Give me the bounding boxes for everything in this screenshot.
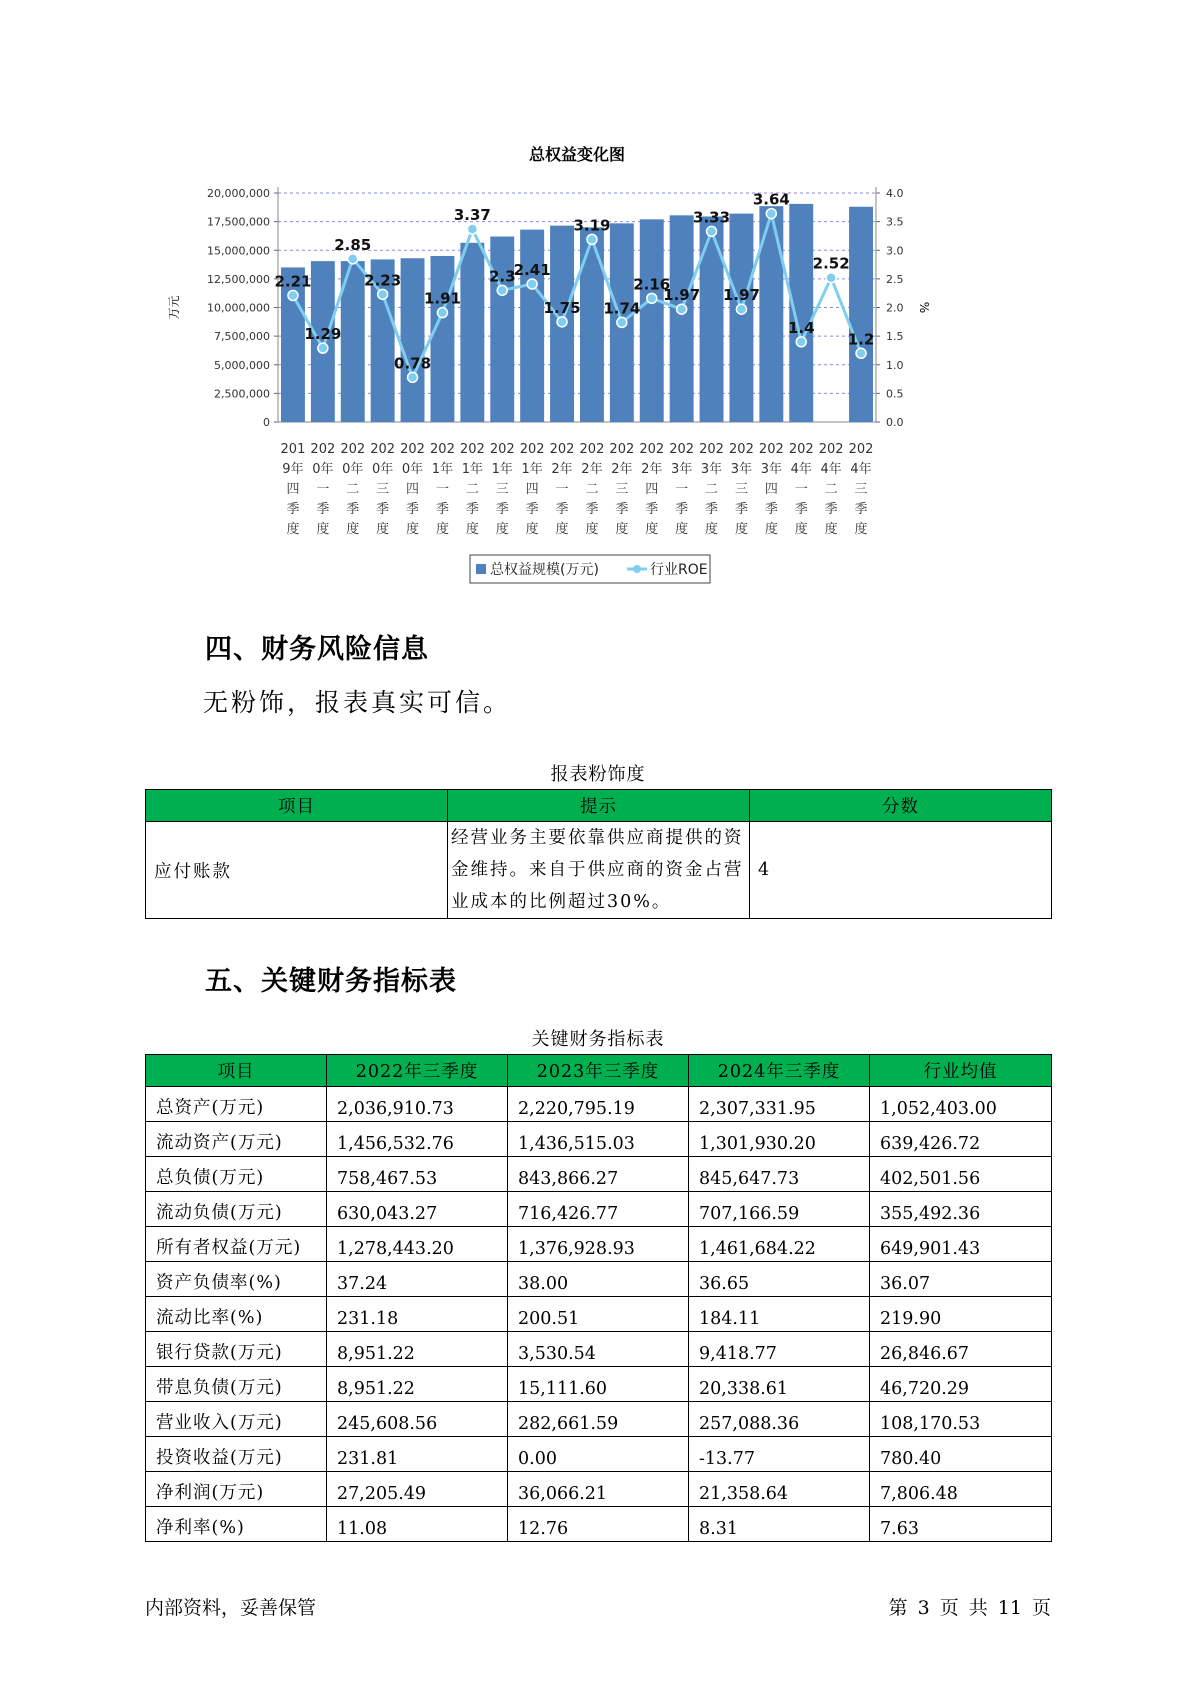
roe-point xyxy=(378,289,388,299)
roe-data-label: 2.52 xyxy=(812,254,850,273)
left-tick-label: 12,500,000 xyxy=(207,272,270,286)
x-tick-label: 度 xyxy=(734,522,748,537)
row-value: 26,846.67 xyxy=(870,1332,1052,1367)
x-tick-label: 一 xyxy=(316,482,330,497)
fenshi-table-header xyxy=(146,790,1052,822)
x-tick-label: 度 xyxy=(645,522,659,537)
roe-data-label: 2.16 xyxy=(633,275,671,294)
section-4-text: 无粉饰，报表真实可信。 xyxy=(203,688,512,717)
row-value: 7,806.48 xyxy=(870,1472,1052,1507)
x-tick-label: 季 xyxy=(585,502,599,517)
right-tick-label: 1.0 xyxy=(886,358,904,372)
roe-data-label: 1.97 xyxy=(722,286,760,305)
roe-point xyxy=(318,343,328,353)
row-value: -13.77 xyxy=(689,1437,870,1472)
x-tick-label: 2年 xyxy=(551,462,573,477)
bar xyxy=(490,237,514,422)
roe-data-label: 2.85 xyxy=(334,235,372,254)
row-value: 8,951.22 xyxy=(327,1367,508,1402)
x-tick-label: 季 xyxy=(555,502,569,517)
row-value: 27,205.49 xyxy=(327,1472,508,1507)
x-tick-label: 3年 xyxy=(671,462,693,477)
row-value: 402,501.56 xyxy=(870,1157,1052,1192)
row-value: 355,492.36 xyxy=(870,1192,1052,1227)
x-tick-label: 度 xyxy=(854,522,868,537)
x-tick-label: 二 xyxy=(824,482,838,497)
x-tick-label: 度 xyxy=(286,522,300,537)
x-tick-label: 季 xyxy=(376,502,390,517)
x-tick-label: 度 xyxy=(465,522,479,537)
row-value: 8,951.22 xyxy=(327,1332,508,1367)
row-value: 15,111.60 xyxy=(508,1367,689,1402)
row-value: 2,036,910.73 xyxy=(327,1087,508,1122)
x-tick-label: 0年 xyxy=(312,462,334,477)
table-row xyxy=(146,822,1052,919)
row-value: 649,901.43 xyxy=(870,1227,1052,1262)
x-tick-label: 2年 xyxy=(581,462,603,477)
x-tick-label: 季 xyxy=(286,502,300,517)
roe-point xyxy=(766,209,776,219)
table-row xyxy=(146,1192,1052,1227)
roe-point xyxy=(617,317,627,327)
row-value: 231.18 xyxy=(327,1297,508,1332)
row-score: 4 xyxy=(750,822,1052,919)
row-value: 231.81 xyxy=(327,1437,508,1472)
row-value: 11.08 xyxy=(327,1507,508,1542)
x-tick-label: 季 xyxy=(495,502,509,517)
legend-bar-label: 总权益规模(万元) xyxy=(490,562,599,578)
x-tick-label: 季 xyxy=(824,502,838,517)
roe-point xyxy=(437,308,447,318)
x-tick-label: 202 xyxy=(609,442,635,457)
x-tick-label: 季 xyxy=(435,502,449,517)
bar xyxy=(789,204,813,422)
chart-title: 总权益变化图 xyxy=(528,145,626,164)
x-tick-label: 202 xyxy=(639,442,665,457)
row-value: 8.31 xyxy=(689,1507,870,1542)
row-label: 总资产(万元) xyxy=(146,1087,327,1122)
left-tick-label: 2,500,000 xyxy=(214,387,270,401)
roe-point xyxy=(408,372,418,382)
footer-confidential-note: 内部资料，妥善保管 xyxy=(145,1597,317,1619)
x-tick-label: 3年 xyxy=(700,462,723,477)
header-hint: 提示 xyxy=(448,790,750,822)
x-tick-label: 度 xyxy=(406,522,420,537)
row-label: 资产负债率(%) xyxy=(146,1262,327,1297)
x-tick-label: 4年 xyxy=(850,462,872,477)
indicator-table-header xyxy=(146,1055,1052,1087)
x-tick-label: 度 xyxy=(555,522,569,537)
x-tick-label: 四 xyxy=(525,482,539,497)
right-tick-label: 4.0 xyxy=(886,187,904,200)
row-value: 3,530.54 xyxy=(508,1332,689,1367)
bar xyxy=(401,258,425,422)
x-tick-label: 四 xyxy=(645,482,659,497)
indicator-table-caption: 关键财务指标表 xyxy=(531,1029,665,1050)
row-value: 707,166.59 xyxy=(689,1192,870,1227)
row-label: 总负债(万元) xyxy=(146,1157,327,1192)
row-value: 639,426.72 xyxy=(870,1122,1052,1157)
roe-point xyxy=(557,317,567,327)
x-tick-label: 度 xyxy=(435,522,449,537)
header-2023q3: 2023年三季度 xyxy=(508,1055,689,1087)
x-tick-label: 202 xyxy=(400,442,425,457)
x-tick-label: 0年 xyxy=(401,462,424,477)
row-value: 9,418.77 xyxy=(689,1332,870,1367)
roe-data-label: 1.4 xyxy=(787,318,815,337)
left-tick-label: 7,500,000 xyxy=(214,330,270,344)
x-tick-label: 202 xyxy=(669,442,695,457)
legend-line-marker xyxy=(633,565,641,573)
x-tick-label: 季 xyxy=(854,502,868,517)
x-tick-label: 三 xyxy=(734,482,748,497)
x-tick-label: 三 xyxy=(615,482,629,497)
x-tick-label: 度 xyxy=(794,522,808,537)
row-value: 36.65 xyxy=(689,1262,870,1297)
x-tick-label: 1年 xyxy=(461,462,483,477)
x-tick-label: 季 xyxy=(615,502,629,517)
row-value: 1,278,443.20 xyxy=(327,1227,508,1262)
bar xyxy=(700,216,724,422)
roe-point xyxy=(736,304,746,314)
x-tick-label: 1年 xyxy=(521,462,543,477)
x-tick-label: 202 xyxy=(370,442,396,457)
row-label: 带息负债(万元) xyxy=(146,1367,327,1402)
footer-page-number: 第 3 页 共 11 页 xyxy=(888,1597,1051,1619)
row-value: 20,338.61 xyxy=(689,1367,870,1402)
x-tick-label: 202 xyxy=(430,442,455,457)
x-tick-label: 度 xyxy=(346,522,360,537)
row-value: 1,461,684.22 xyxy=(689,1227,870,1262)
table-row xyxy=(146,1157,1052,1192)
x-tick-label: 度 xyxy=(764,522,778,537)
y-axis-left-label: 万元 xyxy=(167,295,181,320)
y-axis-right-label: % xyxy=(917,301,931,314)
row-value: 2,220,795.19 xyxy=(508,1087,689,1122)
roe-data-label: 2.23 xyxy=(364,271,402,290)
row-value: 21,358.64 xyxy=(689,1472,870,1507)
fenshi-table-caption: 报表粉饰度 xyxy=(550,764,646,785)
roe-data-label: 1.74 xyxy=(603,299,641,318)
row-value: 845,647.73 xyxy=(689,1157,870,1192)
row-label: 流动资产(万元) xyxy=(146,1122,327,1157)
row-value: 1,436,515.03 xyxy=(508,1122,689,1157)
x-tick-label: 三 xyxy=(854,482,868,497)
roe-point xyxy=(497,285,507,295)
header-industry-avg: 行业均值 xyxy=(870,1055,1052,1087)
x-tick-label: 0年 xyxy=(342,462,364,477)
x-tick-label: 季 xyxy=(645,502,659,517)
roe-data-label: 3.37 xyxy=(453,206,491,225)
table-row xyxy=(146,1472,1052,1507)
x-tick-label: 度 xyxy=(376,522,390,537)
roe-data-label: 3.64 xyxy=(752,190,790,209)
row-value: 758,467.53 xyxy=(327,1157,508,1192)
row-value: 108,170.53 xyxy=(870,1402,1052,1437)
x-tick-label: 度 xyxy=(615,522,629,537)
x-tick-label: 202 xyxy=(699,442,724,457)
right-tick-label: 0.5 xyxy=(886,387,904,401)
row-value: 245,608.56 xyxy=(327,1402,508,1437)
x-tick-label: 季 xyxy=(316,502,330,517)
row-value: 1,456,532.76 xyxy=(327,1122,508,1157)
x-tick-label: 1年 xyxy=(431,462,454,477)
x-tick-label: 季 xyxy=(525,502,539,517)
row-value: 1,301,930.20 xyxy=(689,1122,870,1157)
x-tick-label: 度 xyxy=(705,522,719,537)
x-tick-label: 季 xyxy=(675,502,689,517)
x-tick-label: 202 xyxy=(788,442,814,457)
table-row xyxy=(146,1402,1052,1437)
x-tick-label: 三 xyxy=(495,482,509,497)
row-label: 所有者权益(万元) xyxy=(146,1227,327,1262)
roe-data-label: 0.78 xyxy=(394,354,432,373)
left-tick-label: 20,000,000 xyxy=(207,187,270,200)
x-tick-label: 二 xyxy=(585,482,599,497)
roe-point xyxy=(587,234,597,244)
left-tick-label: 10,000,000 xyxy=(207,301,270,315)
bar xyxy=(670,215,694,422)
header-score: 分数 xyxy=(750,790,1052,822)
right-tick-label: 0.0 xyxy=(886,416,904,429)
x-tick-label: 2年 xyxy=(611,462,633,477)
row-value: 219.90 xyxy=(870,1297,1052,1332)
bar xyxy=(430,256,454,422)
x-tick-label: 一 xyxy=(675,482,689,497)
x-tick-label: 二 xyxy=(465,482,479,497)
x-tick-label: 一 xyxy=(435,482,449,497)
table-row xyxy=(146,1437,1052,1472)
roe-data-label: 3.33 xyxy=(693,208,731,227)
x-tick-label: 202 xyxy=(459,442,485,457)
x-tick-label: 季 xyxy=(465,502,479,517)
x-tick-label: 一 xyxy=(794,482,808,497)
roe-point xyxy=(856,348,866,358)
x-tick-label: 4年 xyxy=(790,462,812,477)
x-tick-label: 度 xyxy=(316,522,330,537)
x-tick-label: 季 xyxy=(794,502,808,517)
x-tick-label: 4年 xyxy=(820,462,842,477)
roe-point xyxy=(707,226,717,236)
row-value: 843,866.27 xyxy=(508,1157,689,1192)
x-tick-label: 9年 xyxy=(282,462,304,477)
row-value: 282,661.59 xyxy=(508,1402,689,1437)
roe-data-label: 1.29 xyxy=(304,325,342,344)
row-value: 184.11 xyxy=(689,1297,870,1332)
roe-data-label: 1.75 xyxy=(543,298,581,317)
bar xyxy=(640,219,664,422)
row-value: 716,426.77 xyxy=(508,1192,689,1227)
row-value: 12.76 xyxy=(508,1507,689,1542)
right-tick-label: 3.5 xyxy=(886,215,904,229)
roe-data-label: 2.3 xyxy=(488,267,516,286)
x-tick-label: 二 xyxy=(705,482,719,497)
bar xyxy=(580,227,604,422)
header-2022q3: 2022年三季度 xyxy=(327,1055,508,1087)
right-tick-label: 2.0 xyxy=(886,301,904,315)
roe-data-label: 2.21 xyxy=(274,272,312,291)
x-tick-label: 度 xyxy=(824,522,838,537)
section-5-heading: 五、关键财务指标表 xyxy=(205,966,457,997)
x-tick-label: 四 xyxy=(406,482,420,497)
roe-point xyxy=(527,279,537,289)
x-tick-label: 四 xyxy=(286,482,300,497)
roe-data-label: 1.2 xyxy=(847,330,875,349)
indicator-table xyxy=(145,1054,1052,1542)
row-item: 应付账款 xyxy=(146,822,448,919)
x-tick-label: 度 xyxy=(525,522,539,537)
row-label: 流动比率(%) xyxy=(146,1297,327,1332)
x-tick-label: 202 xyxy=(579,442,605,457)
legend-line-label: 行业ROE xyxy=(650,562,708,578)
row-label: 投资收益(万元) xyxy=(146,1437,327,1472)
section-4-heading: 四、财务风险信息 xyxy=(205,634,429,665)
x-tick-label: 2年 xyxy=(641,462,663,477)
table-row xyxy=(146,1507,1052,1542)
x-tick-label: 季 xyxy=(764,502,778,517)
header-item: 项目 xyxy=(146,790,448,822)
fenshi-table xyxy=(145,789,1052,919)
x-tick-label: 202 xyxy=(729,442,754,457)
x-tick-label: 二 xyxy=(346,482,360,497)
row-label: 净利润(万元) xyxy=(146,1472,327,1507)
row-value: 38.00 xyxy=(508,1262,689,1297)
row-label: 营业收入(万元) xyxy=(146,1402,327,1437)
x-tick-label: 四 xyxy=(764,482,778,497)
left-tick-label: 5,000,000 xyxy=(214,358,270,372)
row-value: 36.07 xyxy=(870,1262,1052,1297)
header-2024q3: 2024年三季度 xyxy=(689,1055,870,1087)
table-row xyxy=(146,1367,1052,1402)
x-tick-label: 0年 xyxy=(372,462,394,477)
x-tick-label: 202 xyxy=(818,442,844,457)
row-value: 200.51 xyxy=(508,1297,689,1332)
x-tick-label: 3年 xyxy=(730,462,753,477)
bar xyxy=(849,207,873,422)
right-tick-label: 1.5 xyxy=(886,330,904,344)
x-tick-label: 一 xyxy=(555,482,569,497)
row-value: 46,720.29 xyxy=(870,1367,1052,1402)
table-row xyxy=(146,1262,1052,1297)
roe-point xyxy=(647,293,657,303)
right-tick-label: 3.0 xyxy=(886,244,904,258)
table-row xyxy=(146,1297,1052,1332)
legend-bar-swatch xyxy=(476,564,486,574)
x-tick-label: 1年 xyxy=(491,462,513,477)
x-tick-label: 202 xyxy=(340,442,366,457)
row-value: 36,066.21 xyxy=(508,1472,689,1507)
left-tick-label: 0 xyxy=(263,416,270,429)
right-tick-label: 2.5 xyxy=(886,272,904,286)
x-tick-label: 季 xyxy=(406,502,420,517)
table-row xyxy=(146,1122,1052,1157)
row-label: 净利率(%) xyxy=(146,1507,327,1542)
table-row xyxy=(146,1227,1052,1262)
x-tick-label: 季 xyxy=(734,502,748,517)
roe-data-label: 2.41 xyxy=(513,261,551,280)
x-tick-label: 季 xyxy=(705,502,719,517)
x-tick-label: 202 xyxy=(519,442,545,457)
row-value: 37.24 xyxy=(327,1262,508,1297)
x-tick-label: 202 xyxy=(310,442,336,457)
row-hint: 经营业务主要依靠供应商提供的资金维持。来自于供应商的资金占营业成本的比例超过30%。 xyxy=(448,822,750,919)
roe-point xyxy=(826,273,836,283)
x-tick-label: 202 xyxy=(848,442,874,457)
row-label: 银行贷款(万元) xyxy=(146,1332,327,1367)
roe-data-label: 1.91 xyxy=(423,289,461,308)
row-value: 1,376,928.93 xyxy=(508,1227,689,1262)
row-value: 780.40 xyxy=(870,1437,1052,1472)
x-tick-label: 202 xyxy=(489,442,515,457)
row-value: 0.00 xyxy=(508,1437,689,1472)
roe-data-label: 1.97 xyxy=(663,286,701,305)
x-tick-label: 202 xyxy=(549,442,575,457)
roe-data-label: 3.19 xyxy=(573,216,611,235)
row-label: 流动负债(万元) xyxy=(146,1192,327,1227)
row-value: 7.63 xyxy=(870,1507,1052,1542)
row-value: 257,088.36 xyxy=(689,1402,870,1437)
x-tick-label: 三 xyxy=(376,482,390,497)
header-item: 项目 xyxy=(146,1055,327,1087)
roe-point xyxy=(677,304,687,314)
x-tick-label: 201 xyxy=(280,442,306,457)
roe-point xyxy=(348,254,358,264)
x-tick-label: 季 xyxy=(346,502,360,517)
row-value: 1,052,403.00 xyxy=(870,1087,1052,1122)
roe-point xyxy=(467,224,477,234)
bar xyxy=(729,214,753,422)
x-tick-label: 度 xyxy=(675,522,689,537)
x-tick-label: 度 xyxy=(585,522,599,537)
row-value: 2,307,331.95 xyxy=(689,1087,870,1122)
equity-chart xyxy=(160,140,1040,600)
x-tick-label: 度 xyxy=(495,522,509,537)
left-tick-label: 15,000,000 xyxy=(207,244,270,258)
roe-point xyxy=(796,337,806,347)
table-row xyxy=(146,1332,1052,1367)
roe-point xyxy=(288,290,298,300)
table-row xyxy=(146,1087,1052,1122)
row-value: 630,043.27 xyxy=(327,1192,508,1227)
equity-chart-svg xyxy=(160,140,1040,600)
left-tick-label: 17,500,000 xyxy=(207,215,270,229)
x-tick-label: 3年 xyxy=(760,462,782,477)
bar xyxy=(520,230,544,422)
x-tick-label: 202 xyxy=(758,442,784,457)
bar xyxy=(460,243,484,422)
